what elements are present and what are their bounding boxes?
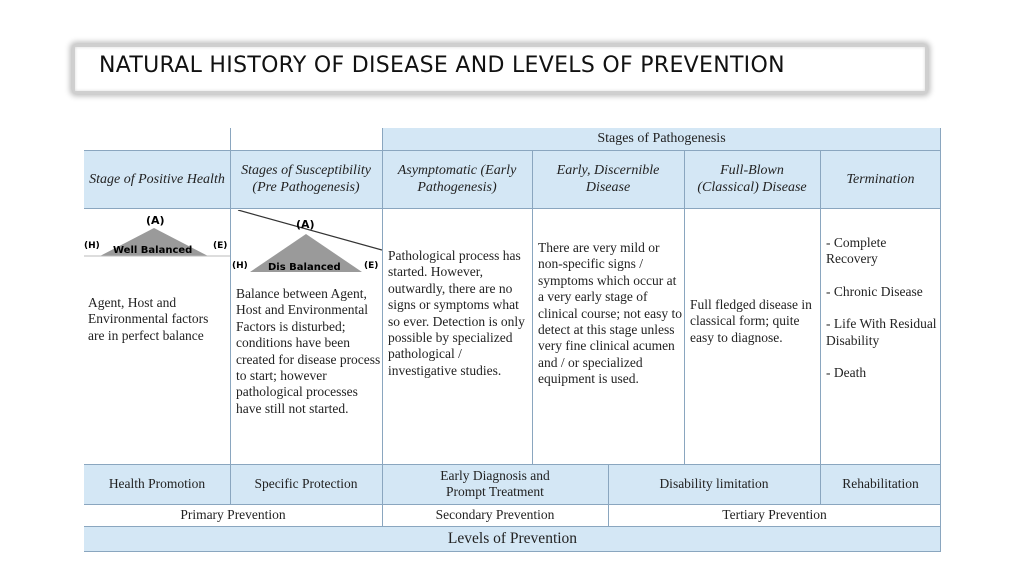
susceptibility-cell xyxy=(230,208,382,464)
env-label-e-2: (E) xyxy=(364,261,379,271)
agent-label-a-2: (A) xyxy=(296,218,315,231)
susceptibility-description: Balance between Agent, Host and Environmental Factors is disturbed; conditions have been created for disease process to start; however pathological processes have still not started. xyxy=(236,286,381,416)
header-termination: Termination xyxy=(820,150,941,208)
asymptomatic-cell xyxy=(382,208,532,464)
header-susceptibility: Stages of Susceptibility (Pre Pathogenesis) xyxy=(230,150,382,208)
agent-label-a: (A) xyxy=(146,214,165,227)
host-label-h-2: (H) xyxy=(232,261,248,271)
positive-health-cell xyxy=(84,208,230,464)
host-label-h: (H) xyxy=(84,241,100,251)
header-early-discernible: Early, Discernible Disease xyxy=(532,150,684,208)
positive-health-description: Agent, Host and Environmental factors are in perfect balance xyxy=(88,295,209,343)
termination-item: - Life With Residual Disability xyxy=(826,316,937,348)
stages-of-pathogenesis-header: Stages of Pathogenesis xyxy=(382,128,941,150)
header-positive-health: Stage of Positive Health xyxy=(84,150,230,208)
early-discernible-cell xyxy=(532,208,684,464)
termination-list xyxy=(820,235,941,397)
termination-item: - Complete Recovery xyxy=(826,235,887,267)
natural-history-table xyxy=(84,128,941,552)
dis-balanced-label: Dis Balanced xyxy=(268,262,341,273)
env-label-e: (E) xyxy=(213,241,228,251)
title-box xyxy=(72,44,928,94)
well-balanced-diagram xyxy=(84,212,230,274)
header-asymptomatic: Asymptomatic (Early Pathogenesis) xyxy=(382,150,532,208)
termination-item: - Death xyxy=(826,365,867,381)
blank-header-cell-2 xyxy=(230,128,382,150)
early-diagnosis: Early Diagnosis and Prompt Treatment xyxy=(382,464,608,504)
early-discernible-description: There are very mild or non-specific signs / symptoms which occur at a very early stage of clinical course; not easy to detect at this stage unless very fine clinical acumen and / or specialized equipment is used. xyxy=(538,240,682,387)
asymptomatic-description: Pathological process has started. However, outwardly, there are no signs or symptoms what so ever. Detection is only possible by specialized pathological / investigative studies. xyxy=(388,248,525,378)
blank-header-cell-1 xyxy=(84,128,230,150)
tertiary-prevention: Tertiary Prevention xyxy=(608,504,941,526)
primary-prevention: Primary Prevention xyxy=(84,504,382,526)
page-title: NATURAL HISTORY OF DISEASE AND LEVELS OF PREVENTION xyxy=(99,53,785,78)
full-blown-cell xyxy=(684,208,820,464)
secondary-prevention: Secondary Prevention xyxy=(382,504,608,526)
termination-cell xyxy=(820,208,941,464)
termination-item: - Chronic Disease xyxy=(826,283,923,299)
rehabilitation: Rehabilitation xyxy=(820,464,941,504)
header-full-blown: Full-Blown (Classical) Disease xyxy=(684,150,820,208)
dis-balanced-diagram xyxy=(230,210,382,276)
disability-limitation: Disability limitation xyxy=(608,464,820,504)
well-balanced-label: Well Balanced xyxy=(113,245,193,256)
specific-protection: Specific Protection xyxy=(230,464,382,504)
levels-of-prevention: Levels of Prevention xyxy=(84,526,941,552)
health-promotion: Health Promotion xyxy=(84,464,230,504)
full-blown-description: Full fledged disease in classical form; quite easy to diagnose. xyxy=(690,297,812,345)
